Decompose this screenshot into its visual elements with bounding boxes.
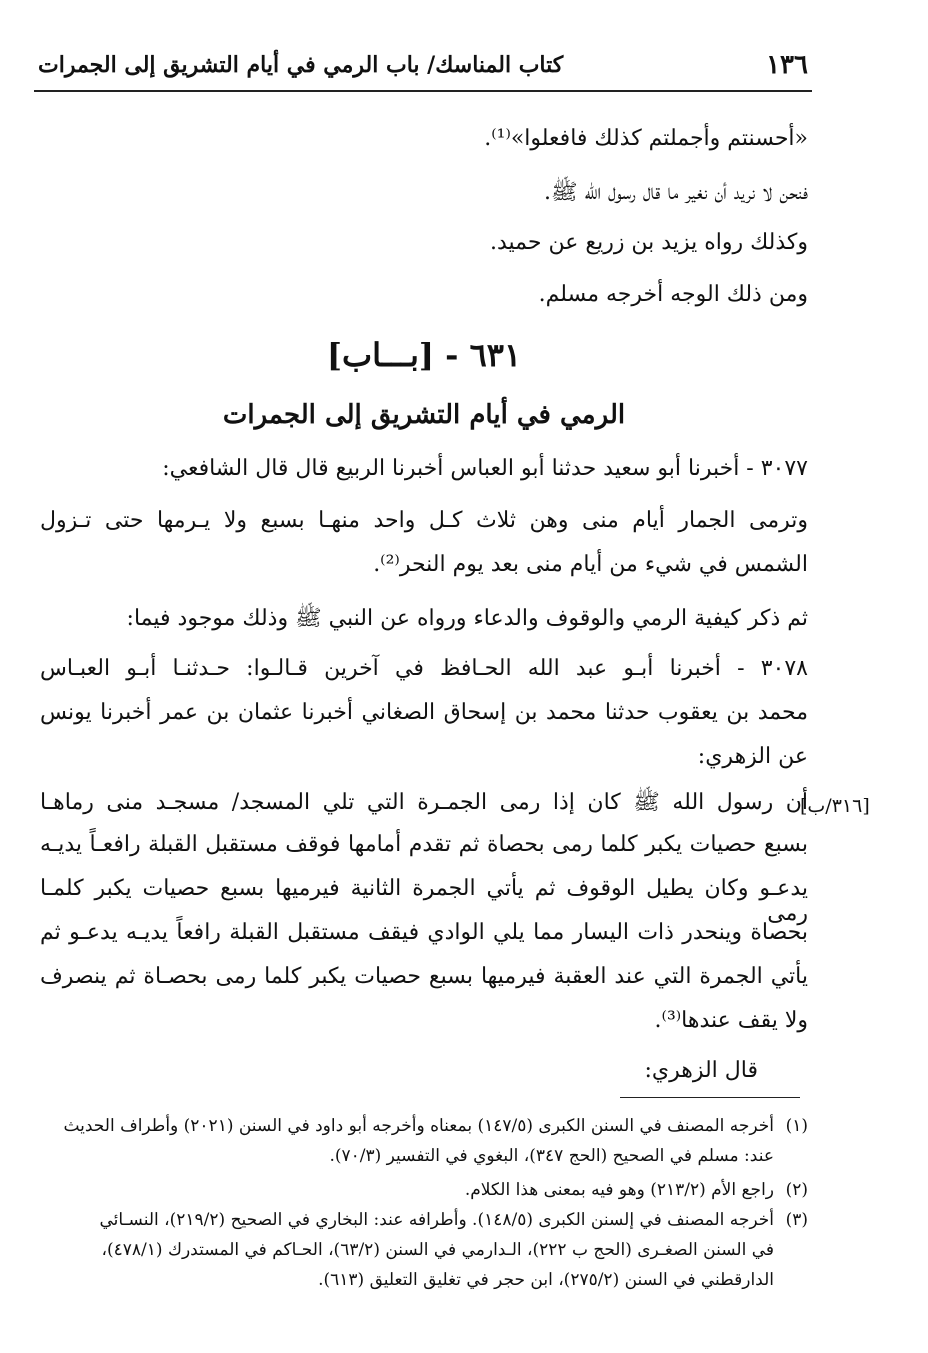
page-header: [34, 40, 812, 92]
text-line: وترمى الجمار أيام منى وهن ثلاث كـل واحد منهـا بسبع ولا يـرمها حتى تـزول: [40, 508, 808, 533]
footnote-line: [36, 1270, 808, 1290]
text-line: ثم ذكر كيفية الرمي والوقوف والدعاء ورواه عن النبي ﷺ وذلك موجود فيما:: [126, 606, 808, 631]
footnote-divider: [620, 1097, 800, 1098]
text-line: يأتي الجمرة التي عند العقبة فيرميها بسبع حصيات يكبر كلما رمى بحصـاة ثم ينصرف: [40, 964, 808, 989]
footnote-line: [36, 1210, 808, 1230]
footnote-line: [36, 1116, 808, 1136]
footnote-text: الدارقطني في السنن (٢٧٥/٢)، ابن حجر في تغليق التعليق (٦١٣).: [318, 1270, 774, 1290]
hadith-3078: ٣٠٧٨ - أخبرنا أبـو عبد الله الحـافظ في آخرين قـالـوا: حـدثنـا أبـو العبـاس: [40, 656, 808, 681]
footnote-text: أخرجه المصنف في إلسنن الكبرى (١٤٨/٥). وأطرافه عند: البخاري في الصحيح (٢١٩/٢)، النسـائي: [99, 1210, 774, 1230]
margin-note: [٣١٦/ب]: [800, 795, 870, 817]
text-line: وكذلك رواه يزيد بن زريع عن حميد.: [490, 230, 808, 255]
hadith-3077: ٣٠٧٧ - أخبرنا أبو سعيد حدثنا أبو العباس أخبرنا الربيع قال قال الشافعي:: [162, 456, 808, 481]
footnote-number: (١): [785, 1116, 808, 1136]
text-line: محمد بن يعقوب حدثنا محمد بن إسحاق الصغاني أخبرنا عثمان بن عمر أخبرنا يونس: [40, 700, 808, 725]
footnote-line: [36, 1180, 808, 1200]
footnote-text: عند: مسلم في الصحيح (الحج ٣٤٧)، البغوي في التفسير (٧٠/٣).: [329, 1146, 774, 1166]
footnote-text: في السنن الصغـرى (الحج ب ٢٢٢)، الـدارمي في السنن (٦٣/٢)، الحـاكم في المستدرك (٤٧٨/١)،: [101, 1240, 774, 1260]
text-line: الشمس في شيء من أيام منى بعد يوم النحر⁽²⁾.: [373, 552, 808, 577]
text-line: «أحسنتم وأجملتم كذلك فافعلوا»⁽¹⁾.: [484, 126, 808, 151]
text-line: ومن ذلك الوجه أخرجه مسلم.: [538, 282, 808, 307]
text-line: فنحن لا نريد أن نغير ما قال رسول الله ﷺ.: [544, 180, 808, 205]
footnote-line: [36, 1146, 808, 1166]
text-line: ولا يقف عندها⁽³⁾.: [654, 1008, 808, 1033]
footnote-text: راجع الأم (٢١٣/٢) وهو فيه بمعنى هذا الكلام.: [464, 1180, 774, 1200]
footnote-line: [36, 1240, 808, 1260]
text-line: بسبع حصيات يكبر كلما رمى بحصاة ثم تقدم أمامها فوقف مستقبل القبلة رافعـاً يديـه: [40, 832, 808, 857]
footnote-number: (٣): [785, 1210, 808, 1230]
chapter-title: الرمي في أيام التشريق إلى الجمرات: [222, 400, 626, 430]
text-line: عن الزهري:: [697, 744, 808, 769]
page-number: ١٣٦: [766, 50, 808, 80]
footnote-number: (٢): [785, 1180, 808, 1200]
text-line: قال الزهري:: [644, 1058, 758, 1083]
chapter-heading: ٦٣١ - [بـــاب]: [326, 336, 522, 374]
text-line: يدعـو وكان يطيل الوقوف ثم يأتي الجمرة الثانية فيرميها بسبع حصيات يكبر كلمـا رمى: [40, 876, 808, 926]
text-line: بحصاة وينحدر ذات اليسار مما يلي الوادي فيقف مستقبل القبلة رافعاً يديـه يدعـو ثم: [40, 920, 808, 945]
footnote-text: أخرجه المصنف في السنن الكبرى (١٤٧/٥) بمعناه وأخرجه أبو داود في السنن (٢٠٢١) وأطراف الحديث: [63, 1116, 774, 1136]
running-head: كتاب المناسك/ باب الرمي في أيام التشريق إلى الجمرات: [38, 52, 564, 78]
text-line: أن رسول الله ﷺ كان إذا رمى الجمـرة التي تلي المسجد/ مسجـد منى رماهـا: [40, 790, 808, 815]
